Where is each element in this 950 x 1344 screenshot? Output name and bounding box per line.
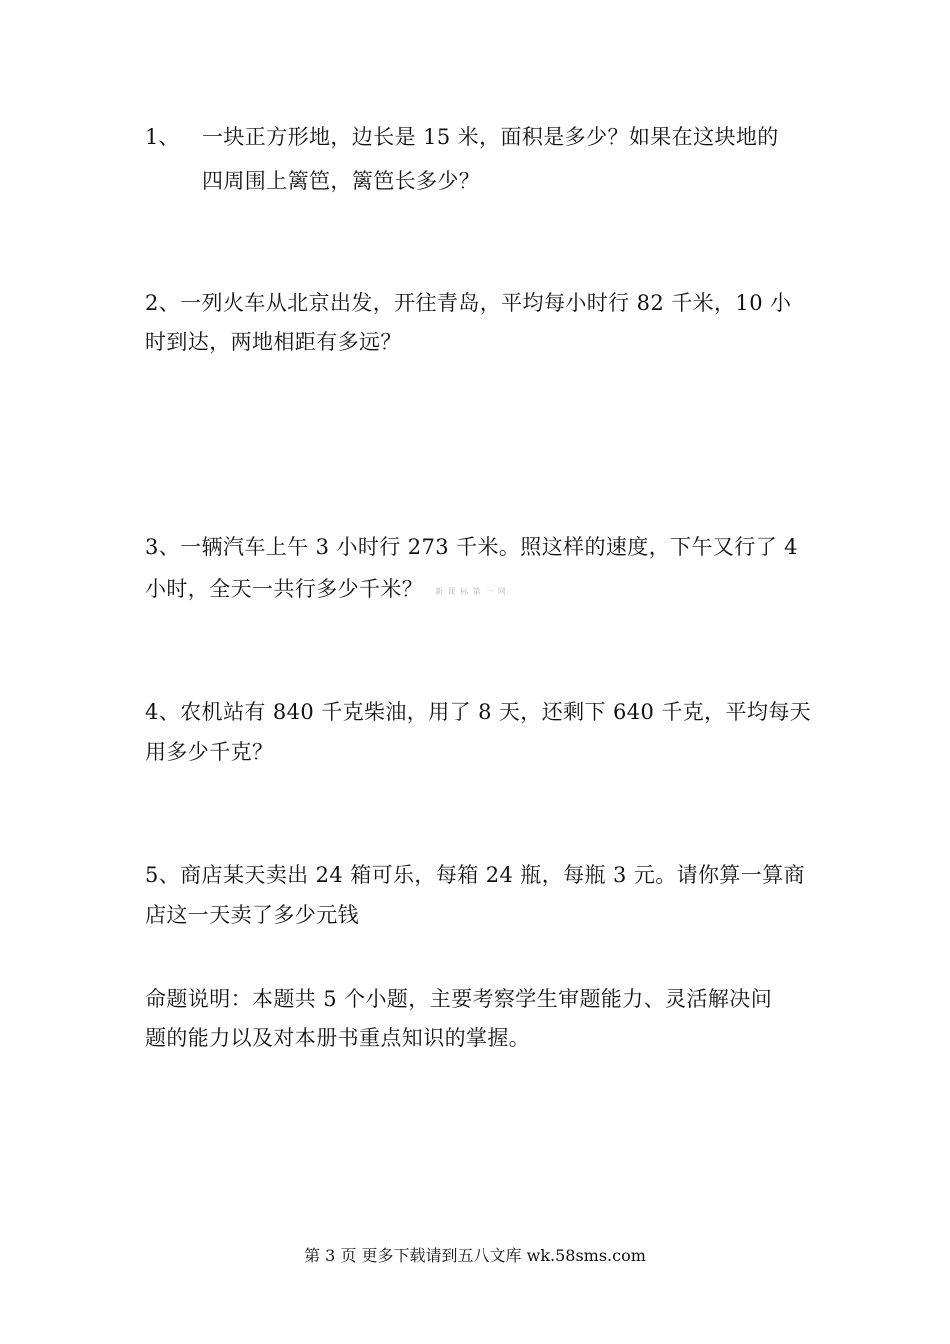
watermark-text: 新 课 标 第 一 网 <box>435 587 507 596</box>
question-3-line-2: 小时，全天一共行多少千米？ <box>145 577 424 601</box>
question-4-line-1: 4、农机站有 840 千克柴油，用了 8 天，还剩下 640 千克，平均每天 <box>145 700 812 724</box>
question-2-line-2: 时到达，两地相距有多远？ <box>145 330 402 354</box>
question-2-line-1: 2、一列火车从北京出发，开往青岛，平均每小时行 82 千米，10 小 <box>145 291 792 315</box>
question-1-line-1: 一块正方形地，边长是 15 米，面积是多少？如果在这块地的 <box>202 125 779 149</box>
note-line-2: 题的能力以及对本册书重点知识的掌握。 <box>145 1026 531 1050</box>
question-1-line-2: 四周围上篱笆，篱笆长多少？ <box>202 169 481 193</box>
question-1-number: 1、 <box>145 125 180 149</box>
question-5-line-1: 5、商店某天卖出 24 箱可乐，每箱 24 瓶，每瓶 3 元。请你算一算商 <box>145 863 806 887</box>
question-4-line-2: 用多少千克？ <box>145 740 274 764</box>
question-5-line-2: 店这一天卖了多少元钱 <box>145 903 359 927</box>
note-line-1: 命题说明：本题共 5 个小题，主要考察学生审题能力、灵活解决问 <box>145 987 773 1011</box>
page-footer: 第 3 页 更多下载请到五八文库 wk.58sms.com <box>304 1246 646 1265</box>
question-3-line-1: 3、一辆汽车上午 3 小时行 273 千米。照这样的速度，下午又行了 4 <box>145 535 798 559</box>
